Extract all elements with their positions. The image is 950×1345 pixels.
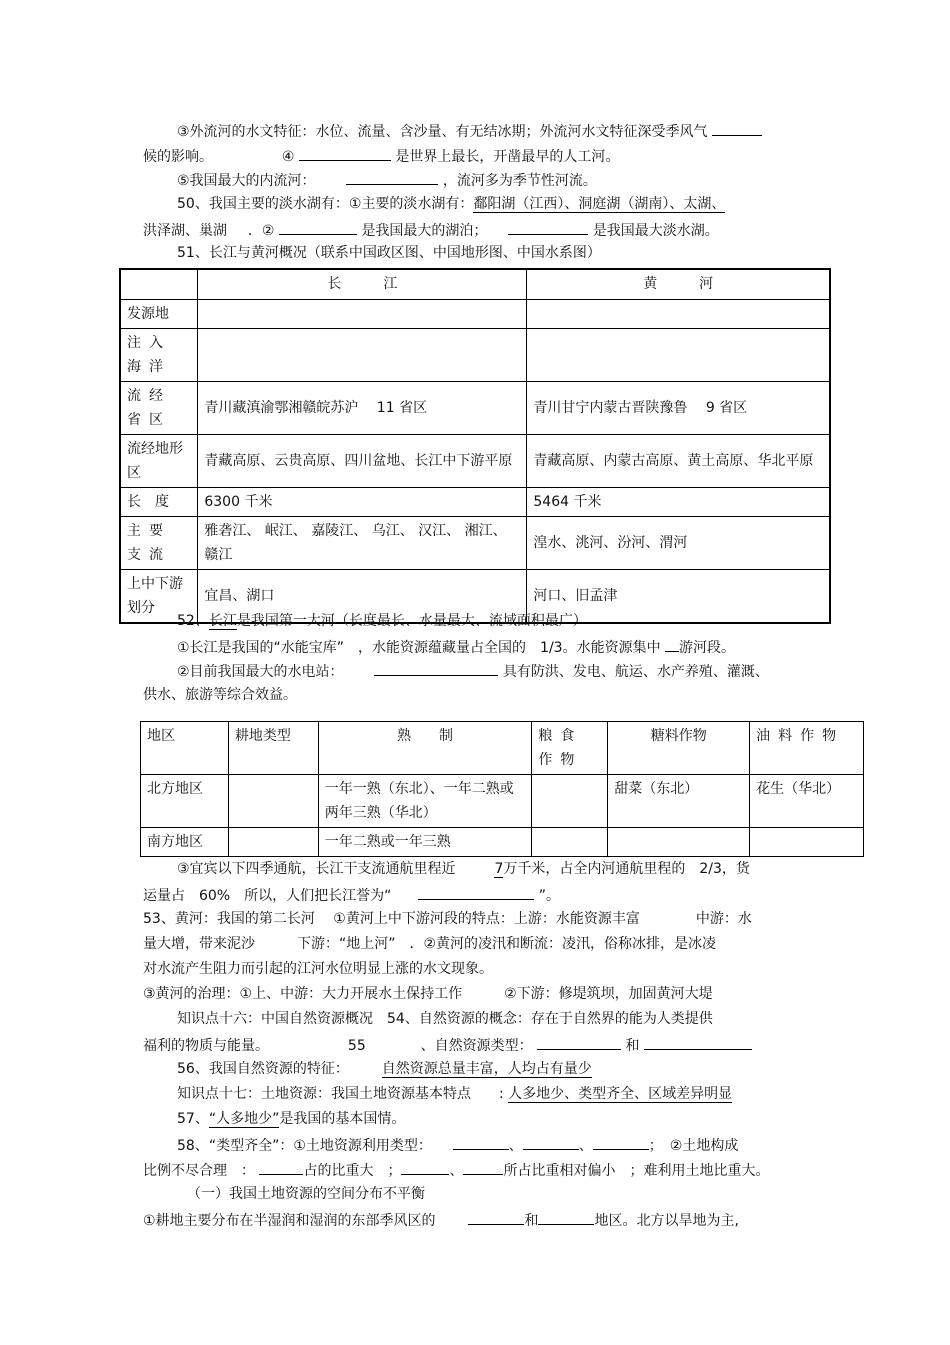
table-row <box>120 487 830 516</box>
text: 、 <box>578 1138 593 1154</box>
table-cell: 青川甘宁内蒙古晋陕豫鲁 9 省区 <box>527 381 830 434</box>
text-line <box>143 1210 739 1230</box>
row-label: 上中下游划分 <box>120 569 198 623</box>
table-row <box>120 434 830 487</box>
row-label: 长 度 <box>120 487 198 516</box>
text-line <box>143 910 752 928</box>
table-cell: 河口、旧孟津 <box>527 569 830 623</box>
table-cell <box>532 828 608 857</box>
text-line <box>177 1060 592 1078</box>
text: ④ <box>281 149 295 165</box>
text: 长江 <box>208 613 237 629</box>
text: 是我国最大淡水湖。 <box>592 223 719 239</box>
header-cell: 熟 制 <box>318 722 532 775</box>
table-cell <box>198 328 527 381</box>
text: 是我国最大的湖泊； <box>361 223 488 239</box>
row-label: 发源地 <box>120 299 198 328</box>
blank <box>401 1160 449 1175</box>
table-row <box>120 328 830 381</box>
text-line <box>177 1110 405 1128</box>
header-cell: 黄 河 <box>527 269 830 299</box>
text: 地区。北方以旱地为主, <box>594 1213 739 1229</box>
text: 福利的物质与能量。 <box>143 1038 269 1054</box>
text-line <box>143 220 719 240</box>
text-line <box>177 121 762 141</box>
blank <box>712 121 762 136</box>
text: ，流河多为季节性河流。 <box>442 173 597 189</box>
blank <box>508 220 588 235</box>
text: ③宜宾以下四季通航，长江干支流通航里程近 <box>177 861 456 877</box>
text: 53、黄河：我国的第二长河 ①黄河上中下游河段的特点：上游：水能资源丰富 中游：水 <box>143 911 752 927</box>
text-line <box>143 935 716 953</box>
table-cell <box>198 299 527 328</box>
table-cell: 雅砻江、 岷江、 嘉陵江、 乌江、 汉江、 湘江、赣江 <box>198 516 527 569</box>
table-cell: 青藏高原、内蒙古高原、黄土高原、华北平原 <box>527 434 830 487</box>
text: 50、我国主要的淡水湖有：①主要的淡水湖有： <box>177 196 474 212</box>
text: 52、 <box>177 613 209 629</box>
text: 对水流产生阻力而引起的江河水位明显上涨的水文现象。 <box>143 961 493 977</box>
text: 、 <box>508 1138 523 1154</box>
text: 58、“类型齐全”：①土地资源利用类型： <box>177 1138 432 1154</box>
text-line <box>177 244 601 262</box>
table-row <box>120 381 830 434</box>
text-line <box>143 885 560 905</box>
blank <box>259 1160 303 1175</box>
blank <box>665 637 679 652</box>
text: 51、长江与黄河概况（联系中国政区图、中国地形图、中国水系图） <box>177 245 601 261</box>
text-line <box>143 146 619 166</box>
text: ③黄河的治理：①上、中游：大力开展水土保持工作 ②下游：修堤筑坝，加固黄河大堤 <box>143 986 713 1002</box>
text-line <box>143 1160 769 1180</box>
text: 鄱阳湖（江西）、洞庭湖（湖南）、太湖、 <box>473 196 726 212</box>
row-label: 南方地区 <box>141 828 229 857</box>
text: 量大增，带来泥沙 下游：“地上河” ．②黄河的凌汛和断流：凌汛，俗称冰排，是冰凌 <box>143 936 717 952</box>
header-cell: 耕地类型 <box>228 722 318 775</box>
text-line <box>177 1085 732 1103</box>
text: 和 <box>625 1038 640 1054</box>
blank <box>538 1210 594 1225</box>
table-cell <box>527 299 830 328</box>
blank <box>463 1160 503 1175</box>
text: 、自然资源类型： <box>420 1038 533 1054</box>
row-label: 主要支流 <box>120 516 198 569</box>
text-line <box>177 637 735 657</box>
row-label: 流经省区 <box>120 381 198 434</box>
text-line <box>177 170 597 190</box>
text: 候的影响。 <box>143 149 213 165</box>
text: “人多地少” <box>208 1111 280 1127</box>
text: 人多地少、类型齐全、区域差异明显 <box>508 1086 733 1102</box>
text: 是我国的基本国情。 <box>279 1111 406 1127</box>
text: ．② <box>247 223 275 239</box>
blank <box>537 1035 621 1050</box>
text: 7 <box>494 861 504 877</box>
text-line <box>177 1135 738 1155</box>
text: 运量占 60% 所以，人们把长江誉为“ <box>143 888 392 904</box>
table-cell <box>750 828 864 857</box>
text: ⑤我国最大的内流河： <box>177 173 316 189</box>
blank <box>374 661 498 676</box>
text: 是我国第一大河（长度最长、水量最大、流域面积最广） <box>236 613 587 629</box>
blank <box>299 146 391 161</box>
text: 知识点十六：中国自然资源概况 54、自然资源的概念：存在于自然界的能为人类提供 <box>177 1011 713 1027</box>
blank <box>453 1135 509 1150</box>
text-line <box>143 1035 752 1055</box>
table-cell: 青藏高原、云贵高原、四川盆地、长江中下游平原 <box>198 434 527 487</box>
text-line <box>143 960 493 978</box>
text: 知识点十七：土地资源：我国土地资源基本特点 : <box>177 1086 504 1102</box>
table-cell <box>228 775 318 828</box>
blank <box>593 1135 649 1150</box>
text: 洪泽湖、巢湖 <box>143 223 227 239</box>
text: 57、 <box>177 1111 209 1127</box>
table-cell <box>532 775 608 828</box>
river-comparison-table <box>119 268 831 624</box>
text: 自然资源总量丰富，人均占有量少 <box>381 1061 592 1077</box>
table-cell: 一年一熟（东北）、一年二熟或两年三熟（华北） <box>318 775 532 828</box>
row-label: 流经地形区 <box>120 434 198 487</box>
text: ； ②土地构成 <box>648 1138 739 1154</box>
header-cell <box>120 269 198 299</box>
text-line <box>177 1010 713 1028</box>
blank <box>644 1035 752 1050</box>
table-row <box>141 828 864 857</box>
text: 和 <box>524 1213 539 1229</box>
table-cell: 花生（华北） <box>750 775 864 828</box>
text: 万千米，占全内河通航里程的 2/3，货 <box>503 861 750 877</box>
table-row <box>120 299 830 328</box>
text: 供水、旅游等综合效益。 <box>143 687 297 703</box>
blank <box>346 170 438 185</box>
row-label: 注入海洋 <box>120 328 198 381</box>
text: ②目前我国最大的水电站： <box>177 664 344 680</box>
table-cell: 湟水、洮河、汾河、渭河 <box>527 516 830 569</box>
blank <box>279 220 357 235</box>
text: ①耕地主要分布在半湿润和湿润的东部季风区的 <box>143 1213 436 1229</box>
table-row <box>141 775 864 828</box>
text: 所占比重相对偏小 ；难利用土地比重大。 <box>503 1163 770 1179</box>
text: 比例不尽合理 ： <box>143 1163 255 1179</box>
table-cell: 青川藏滇渝鄂湘赣皖苏沪 11 省区 <box>198 381 527 434</box>
table-header-row <box>141 722 864 775</box>
text: 55 <box>347 1038 366 1054</box>
text-line <box>143 985 713 1003</box>
blank <box>418 885 534 900</box>
header-cell: 油料作物 <box>750 722 864 775</box>
header-cell: 长 江 <box>198 269 527 299</box>
text: ①长江是我国的“水能宝库” ，水能资源蕴藏量占全国的 1/3。水能资源集中 <box>177 640 661 656</box>
table-cell: 5464 千米 <box>527 487 830 516</box>
table-cell: 甜菜（东北） <box>608 775 750 828</box>
table-cell: 一年二熟或一年三熟 <box>318 828 532 857</box>
table-cell: 6300 千米 <box>198 487 527 516</box>
header-cell: 粮食作物 <box>532 722 608 775</box>
text-line <box>177 612 587 630</box>
blank <box>468 1210 524 1225</box>
table-cell <box>527 328 830 381</box>
text-line <box>177 860 750 878</box>
table-cell: 宜昌、湖口 <box>198 569 527 623</box>
text: ”。 <box>538 888 560 904</box>
table-row <box>120 516 830 569</box>
table-header-row <box>120 269 830 299</box>
text-line <box>187 1185 425 1203</box>
text: 是世界上最长，开凿最早的人工河。 <box>395 149 620 165</box>
table-cell <box>228 828 318 857</box>
text-line <box>143 686 297 704</box>
blank <box>523 1135 579 1150</box>
text: （一）我国土地资源的空间分布不平衡 <box>187 1186 425 1202</box>
text: 游河段。 <box>679 640 736 656</box>
text: 具有防洪、发电、航运、水产养殖、灌溉、 <box>502 664 769 680</box>
text: 占的比重大 ； <box>303 1163 402 1179</box>
text-line <box>177 195 725 213</box>
table-cell <box>608 828 750 857</box>
header-cell: 糖料作物 <box>608 722 750 775</box>
text-line <box>177 661 769 681</box>
row-label: 北方地区 <box>141 775 229 828</box>
text: 、 <box>449 1163 464 1179</box>
header-cell: 地区 <box>141 722 229 775</box>
text: ③外流河的水文特征：水位、流量、含沙量、有无结冰期；外流河水文特征深受季风气 <box>177 124 708 140</box>
farming-table <box>140 721 864 857</box>
text: 56、我国自然资源的特征： <box>177 1061 349 1077</box>
